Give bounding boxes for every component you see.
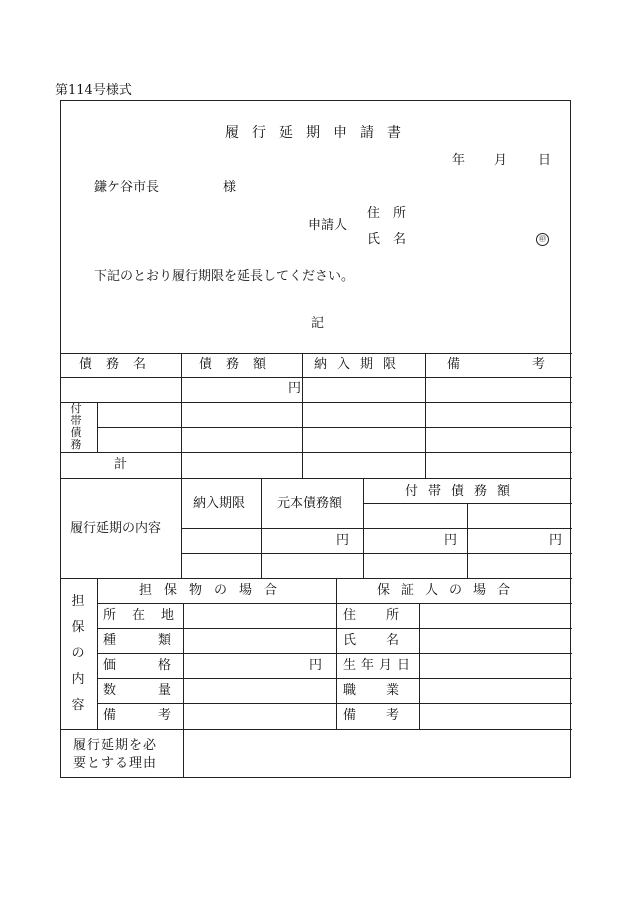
form-title: 履行延期申請書 [225,125,414,141]
reason-label-line2: 要とする理由 [73,756,158,771]
principal-yen: 円 [336,533,350,548]
goods-location: 所在地 [103,608,191,623]
application-form [60,100,618,778]
header-debt-amount: 債務額 [199,357,281,372]
extension-attached-header: 付帯債務額 [405,484,521,499]
guarantor-occupation: 職業 [343,683,430,698]
goods-quantity: 数量 [103,683,214,698]
seal-mark: ㊞ [536,233,549,246]
guarantor-remarks: 備考 [343,708,430,723]
ki-label: 記 [311,316,325,331]
date-year: 年 [452,153,466,168]
date-day: 日 [538,153,552,168]
attached-yen: 円 [444,533,458,548]
applicant-name-label: 氏 名 [367,232,407,247]
addressee-name: 鎌ケ谷市長 [94,180,160,195]
guarantor-birthdate: 生年月日 [343,658,416,673]
header-remarks: 備考 [447,357,618,372]
goods-remarks: 備考 [103,708,214,723]
guarantor-name: 氏名 [343,633,430,648]
form-number: 第114号様式 [55,83,132,98]
goods-header: 担保物の場合 [139,583,290,598]
applicant-address-label: 住 所 [367,206,407,221]
collateral-side-label: 担保の内容 [71,594,85,713]
guarantor-address: 住所 [343,608,430,623]
applicant-label: 申請人 [308,218,348,233]
extension-label: 履行延期の内容 [70,521,162,536]
extension-deadline-header: 納入期限 [193,496,246,511]
goods-price: 価格 [103,658,214,673]
addressee-honorific: 様 [223,180,237,195]
header-debt-name: 債務名 [79,357,161,372]
reason-label-line1: 履行延期を必 [73,738,158,753]
debt-amount-yen: 円 [288,381,302,396]
price-yen: 円 [309,658,323,673]
extension-principal-header: 元本債務額 [277,496,343,511]
header-due-date: 納入期限 [314,357,407,372]
goods-type: 種類 [103,633,214,648]
total-label: 計 [114,457,128,472]
date-month: 月 [494,153,508,168]
body-text: 下記のとおり履行期限を延長してください。 [94,269,355,284]
attached-debt-label: 付帯債務 [70,402,82,451]
attached-yen-2: 円 [549,533,563,548]
guarantor-header: 保証人の場合 [377,583,522,598]
